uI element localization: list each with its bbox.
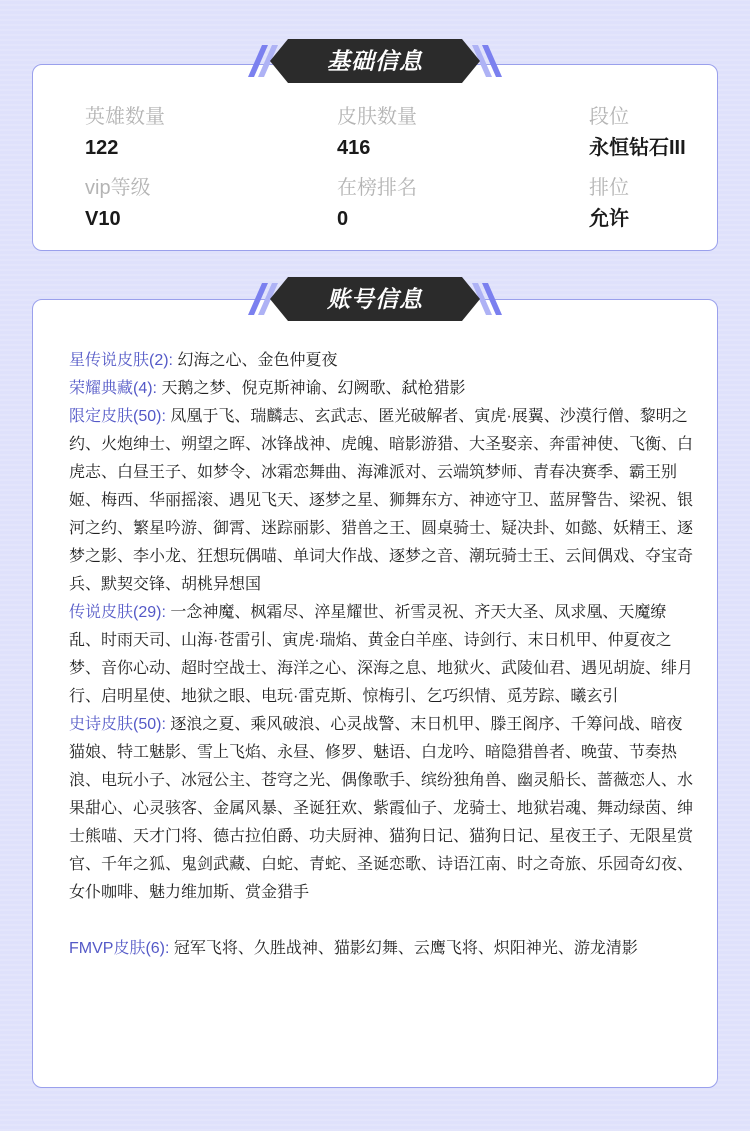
skin-category: 星传说皮肤(2): [69, 352, 174, 369]
skin-group-fmvp [69, 935, 695, 963]
skin-group-limited [69, 403, 695, 599]
skin-list [69, 347, 695, 963]
stat-ranked-allowed [589, 174, 629, 233]
stat-label: 排位 [589, 177, 629, 199]
stat-label: 段位 [589, 106, 629, 128]
stat-rank-tier [589, 103, 686, 162]
skin-items: 逐浪之夏、乘风破浪、心灵战警、末日机甲、滕王阁序、千筹问战、暗夜猫娘、特工魅影、雪上飞焰、永昼、修罗、魅语、白龙吟、暗隐猎兽者、晚萤、节奏热浪、电玩小子、冰冠公主、苍穹之光、偶像歌手、缤纷独角兽、幽灵船长、蔷薇恋人、水果甜心、心灵骇客、金属风暴、圣诞狂欢、紫霞仙子、龙骑士、地狱岩魂、舞动绿茵、绅士熊喵、天才门将、德古拉伯爵、功夫厨神、猫狗日记、猫狗日记、星夜王子、无限星赏官、千年之狐、鬼剑武藏、白蛇、青蛇、圣诞恋歌、诗语江南、时之奇旅、乐园奇幻夜、女仆咖啡、魅力维加斯、赏金猎手 [69, 716, 694, 901]
skin-items: 天鹅之梦、倪克斯神谕、幻阙歌、弑枪猎影 [161, 380, 466, 397]
stat-skin-count [337, 103, 417, 162]
skin-items: 凤凰于飞、瑞麟志、玄武志、匿光破解者、寅虎·展翼、沙漠行僧、黎明之约、火炮绅士、朔望之晖、冰锋战神、虎魄、暗影游猎、大圣娶亲、奔雷神使、飞衡、白虎志、白昼王子、如梦令、冰霜恋舞曲、海滩派对、云端筑梦师、青春决赛季、霸王别姬、梅西、华丽摇滚、遇见飞天、逐梦之星、狮舞东方、神迹守卫、蓝屏警告、梁祝、银河之约、繁星吟游、御霄、迷踪丽影、猎兽之王、圆桌骑士、疑决卦、如懿、妖精王、逐梦之影、李小龙、狂想玩偶喵、单词大作战、逐梦之音、潮玩骑士王、云间偶戏、夺宝奇兵、默契交锋、胡桃异想国 [69, 408, 694, 593]
skin-items: 一念神魔、枫霜尽、淬星耀世、祈雪灵祝、齐天大圣、凤求凰、天魔缭乱、时雨天司、山海·苍雷引、寅虎·瑞焰、黄金白羊座、诗剑行、末日机甲、仲夏夜之梦、音你心动、超时空战士、海洋之心、深海之息、地狱火、武陵仙君、遇见胡旋、绯月行、启明星使、地狱之眼、电玩·雷克斯、惊梅引、乞巧织情、觅芳踪、曦玄引 [69, 604, 694, 705]
skin-category: 传说皮肤(29): [69, 604, 166, 621]
stat-label: 英雄数量 [85, 106, 165, 128]
stat-vip-level [85, 174, 151, 233]
section-title: 基础信息 [327, 48, 423, 74]
skin-group-star-legend [69, 347, 695, 375]
skin-group-epic [69, 711, 695, 907]
stat-value: 允许 [589, 208, 629, 230]
account-info-banner [248, 275, 502, 323]
stat-leaderboard-rank [337, 174, 417, 233]
skin-category: 史诗皮肤(50): [69, 716, 166, 733]
skin-items: 幻海之心、金色仲夏夜 [177, 352, 338, 369]
skin-category: 限定皮肤(50): [69, 408, 166, 425]
stat-value: 122 [85, 137, 119, 159]
account-info-card [32, 299, 718, 1088]
stat-value: V10 [85, 208, 121, 230]
stat-value: 永恒钻石III [589, 137, 686, 159]
stat-label: vip等级 [85, 177, 151, 199]
section-title: 账号信息 [327, 286, 423, 312]
skin-group-glory-collection [69, 375, 695, 403]
stat-label: 在榜排名 [337, 177, 417, 199]
stat-value: 416 [337, 137, 371, 159]
stat-value: 0 [337, 208, 349, 230]
skin-category: FMVP皮肤(6): [69, 940, 170, 957]
skin-items: 冠军飞将、久胜战神、猫影幻舞、云鹰飞将、炽阳神光、游龙清影 [173, 940, 638, 957]
basic-info-card [32, 64, 718, 251]
skin-group-legend [69, 599, 695, 711]
stat-label: 皮肤数量 [337, 106, 417, 128]
stat-hero-count [85, 103, 165, 162]
basic-info-banner [248, 37, 502, 85]
skin-category: 荣耀典藏(4): [69, 380, 158, 397]
